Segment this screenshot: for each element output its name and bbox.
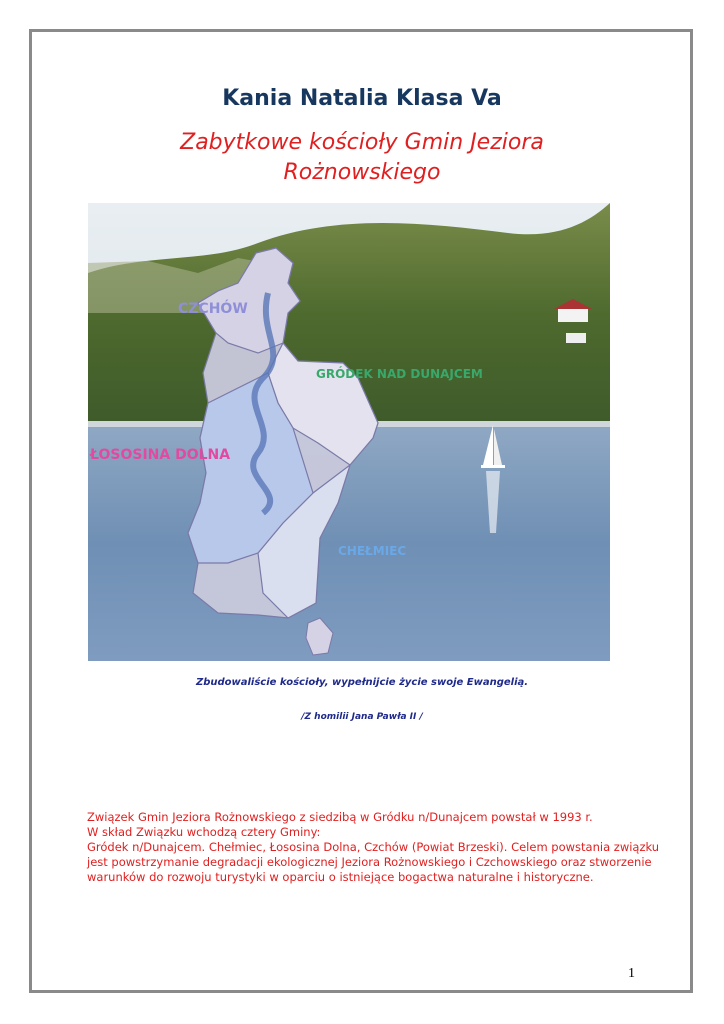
label-lososina: ŁOSOSINA DOLNA bbox=[90, 447, 231, 463]
body-line-5: warunków do rozwoju turystyki w oparciu o istniejące bogactwa naturalne i historyczne. bbox=[87, 870, 594, 884]
quote-text: Zbudowaliście kościoły, wypełnijcie życie swoje Ewangelią. bbox=[195, 677, 529, 688]
label-czchow: CZCHÓW bbox=[178, 301, 248, 317]
map-illustration bbox=[88, 203, 610, 661]
house-2 bbox=[566, 333, 586, 343]
page-number: 1 bbox=[628, 966, 635, 981]
title-line-2: Rożnowskiego bbox=[283, 160, 441, 185]
title-line-1: Zabytkowe kościoły Gmin Jeziora bbox=[180, 130, 544, 155]
region-map-photo bbox=[88, 203, 610, 661]
author-heading: Kania Natalia Klasa Va bbox=[222, 86, 502, 111]
body-line-4: jest powstrzymanie degradacji ekologicznej Jeziora Rożnowskiego i Czchowskiego oraz stworzenie bbox=[87, 855, 652, 869]
body-line-1: Związek Gmin Jeziora Rożnowskiego z siedzibą w Gródku n/Dunajcem powstał w 1993 r. bbox=[87, 810, 593, 824]
quote-source: /Z homilii Jana Pawła II / bbox=[301, 712, 423, 722]
label-chelmiec: CHEŁMIEC bbox=[338, 544, 407, 558]
body-line-3: Gródek n/Dunajcem. Chełmiec, Łososina Dolna, Czchów (Powiat Brzeski). Celem powstania związku bbox=[87, 840, 660, 854]
document-title bbox=[120, 128, 604, 188]
body-paragraph bbox=[87, 810, 660, 885]
label-grodek: GRÓDEK NAD DUNAJCEM bbox=[316, 367, 483, 381]
house-1 bbox=[558, 308, 588, 322]
body-line-2: W skład Związku wchodzą cztery Gminy: bbox=[87, 825, 321, 839]
